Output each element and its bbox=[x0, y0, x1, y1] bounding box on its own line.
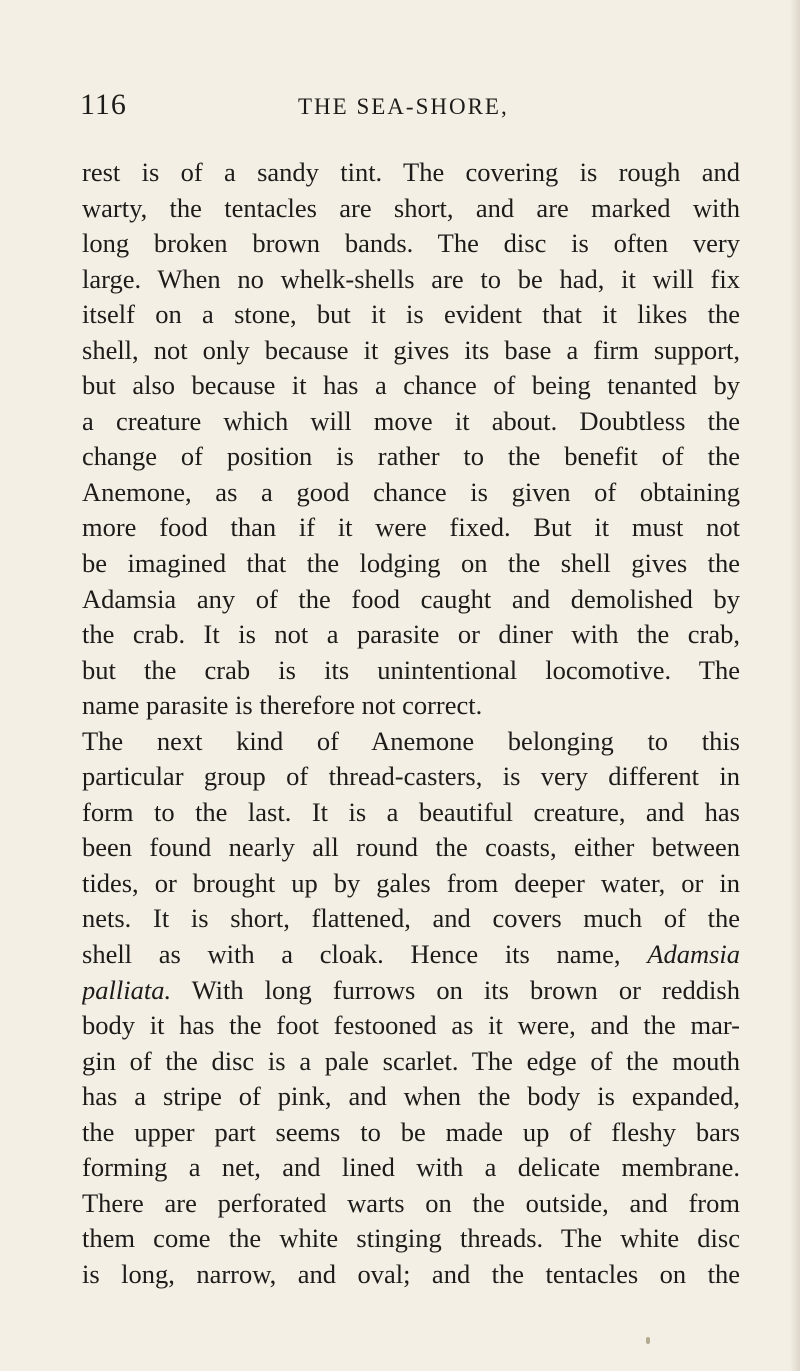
text-line: a creature which will move it about. Doubtless the bbox=[82, 405, 740, 436]
text-line: long broken brown bands. The disc is often very bbox=[82, 228, 740, 259]
text-fragment: shell as with a cloak. Hence its name, bbox=[82, 939, 621, 970]
text-line: itself on a stone, but it is evident that it likes the bbox=[82, 299, 740, 330]
species-name: palliata. bbox=[82, 974, 172, 1005]
text-line: the upper part seems to be made up of fleshy bars bbox=[82, 1116, 740, 1147]
text-line: has a stripe of pink, and when the body is expanded, bbox=[82, 1081, 740, 1112]
text-line: body it has the foot festooned as it were, and the mar- bbox=[82, 1010, 740, 1041]
text-line: is long, narrow, and oval; and the tentacles on the bbox=[82, 1258, 740, 1289]
page-number: 116 bbox=[80, 88, 127, 121]
text-line: but the crab is its unintentional locomotive. The bbox=[82, 654, 740, 685]
text-line: form to the last. It is a beautiful creature, and has bbox=[82, 796, 740, 827]
text-line: There are perforated warts on the outside, and from bbox=[82, 1187, 740, 1218]
text-line: gin of the disc is a pale scarlet. The edge of the mouth bbox=[82, 1045, 740, 1076]
ink-speck bbox=[646, 1337, 650, 1344]
text-line: The next kind of Anemone belonging to this bbox=[82, 725, 740, 756]
text-line-with-species bbox=[82, 973, 740, 1009]
text-line: tides, or brought up by gales from deeper water, or in bbox=[82, 867, 740, 898]
text-line: but also because it has a chance of being tenanted by bbox=[82, 370, 740, 401]
text-line: been found nearly all round the coasts, either between bbox=[82, 832, 740, 863]
text-fragment: With long furrows on its brown or reddish bbox=[191, 974, 740, 1005]
text-line: rest is of a sandy tint. The covering is rough and bbox=[82, 157, 740, 187]
text-line: large. When no whelk-shells are to be had, it will fix bbox=[82, 263, 740, 294]
text-line: nets. It is short, flattened, and covers much of the bbox=[82, 903, 740, 934]
text-line: the crab. It is not a parasite or diner with the crab, bbox=[82, 619, 740, 650]
text-line: more food than if it were fixed. But it must not bbox=[82, 512, 740, 543]
text-line: particular group of thread-casters, is very different in bbox=[82, 761, 740, 792]
running-head: THE SEA-SHORE, bbox=[298, 94, 509, 119]
text-line: them come the white stinging threads. The white disc bbox=[82, 1223, 740, 1254]
page-header bbox=[80, 90, 740, 130]
text-line: shell, not only because it gives its base a firm support, bbox=[82, 334, 740, 365]
text-line: Adamsia any of the food caught and demolished by bbox=[82, 583, 740, 614]
text-line: forming a net, and lined with a delicate membrane. bbox=[82, 1152, 740, 1183]
body-text bbox=[82, 155, 740, 1293]
text-line: be imagined that the lodging on the shell gives the bbox=[82, 548, 740, 579]
text-line: name parasite is therefore not correct. bbox=[82, 690, 483, 721]
text-line-with-genus bbox=[82, 937, 740, 973]
genus-name: Adamsia bbox=[647, 939, 740, 970]
page-edge-shadow bbox=[790, 0, 800, 1371]
text-line: warty, the tentacles are short, and are marked with bbox=[82, 192, 740, 223]
text-line: Anemone, as a good chance is given of obtaining bbox=[82, 476, 740, 507]
text-line: change of position is rather to the benefit of the bbox=[82, 441, 740, 472]
